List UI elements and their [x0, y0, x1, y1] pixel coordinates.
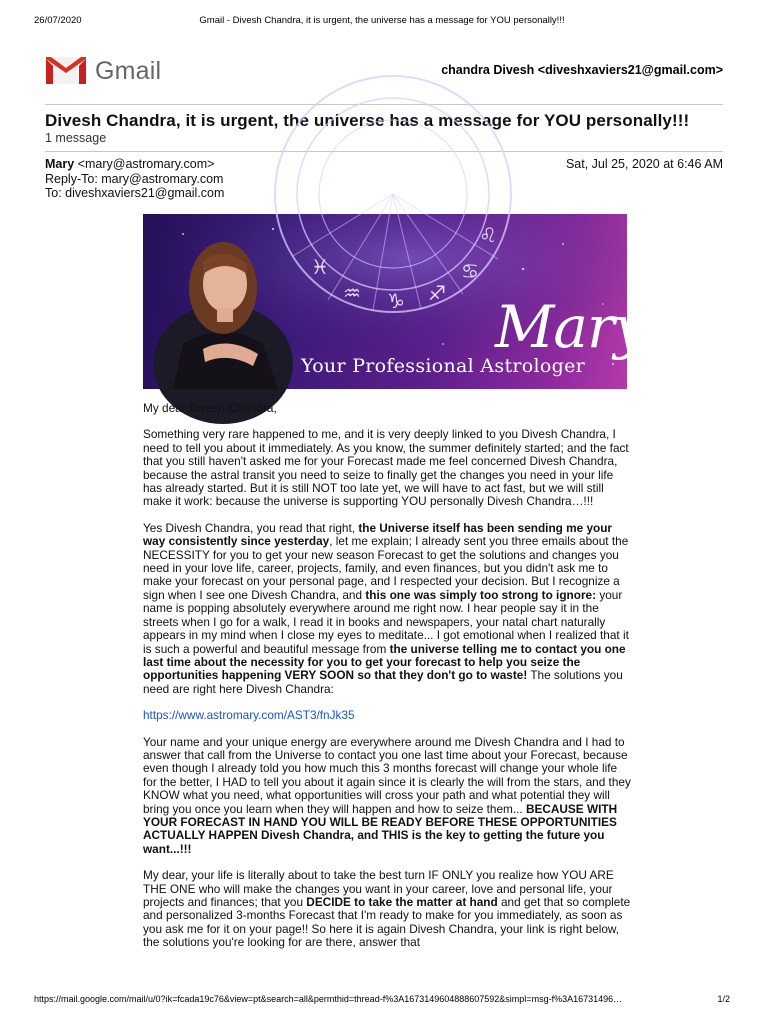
p4-bold: DECIDE to take the matter at hand [306, 895, 498, 909]
recipient: To: diveshxaviers21@gmail.com [45, 186, 225, 200]
reply-to: Reply-To: mary@astromary.com [45, 171, 224, 186]
p2-text-d: The solutions you need are right here Divesh Chandra: [143, 668, 623, 696]
account-label: chandra Divesh <diveshxaviers21@gmail.com> [441, 63, 723, 77]
page-number: 1/2 [717, 994, 730, 1004]
svg-text:♌: ♌ [479, 223, 497, 247]
print-date: 26/07/2020 [34, 15, 82, 26]
sender-email: <mary@astromary.com> [77, 157, 215, 171]
svg-text:♓: ♓ [311, 255, 329, 279]
svg-text:♋: ♋ [461, 259, 479, 283]
svg-text:♑: ♑ [387, 289, 405, 313]
banner-name: Mary [495, 293, 646, 361]
paragraph-4 [143, 869, 633, 949]
p4-text-b: and get that so complete and personalized 3-months Forecast that I'm ready to make for you immediately, as soon as you ask me for it on your page!! So here it is again Divesh Chandra, your link is right below, the solutions you're looking for are there, answer that [143, 895, 631, 950]
gmail-wordmark: Gmail [95, 57, 162, 85]
gmail-envelope-icon [45, 53, 87, 85]
gmail-logo[interactable] [45, 53, 175, 89]
forecast-link[interactable]: https://www.astromary.com/AST3/fnJk35 [143, 708, 355, 723]
sender-name: Mary [45, 157, 75, 171]
header-divider [45, 104, 723, 105]
print-title: Gmail - Divesh Chandra, it is urgent, the universe has a message for YOU personally!!! [199, 15, 565, 26]
svg-text:♒: ♒ [343, 281, 361, 305]
svg-text:♐: ♐ [428, 281, 446, 305]
greeting: My dear Divesh Chandra, [143, 401, 277, 415]
p2-bold-c: the universe telling me to contact you one last time about the necessity for you to get your forecast to help you seize the opportunities happening VERY SOON so that they don't go to waste! [143, 641, 626, 683]
banner-tagline: Your Professional Astrologer [301, 355, 586, 377]
message-date: Sat, Jul 25, 2020 at 6:46 AM [565, 157, 723, 171]
p2-text-b: , let me explain; I already sent you three emails about the NECESSITY for you to get your new season Forecast to get the solutions and changes you need in your love life, career, projects, family, and even finances, but you didn't ask me to make your forecast on your personal page, and I respected your decision. But I recognize a sign when I see one Divesh Chandra, and [143, 534, 629, 602]
message-meta [45, 157, 224, 201]
astrology-banner [143, 214, 646, 389]
paragraph-1: Something very rare happened to me, and it is very deeply linked to you Divesh Chandra, I need to tell you about it immediately. As you know, the summer definitely started; and the fact that you still haven't asked me for your Forecast made me feel concerned Divesh Chandra, because the astral transit you need to seize to finally get the changes you need in your life has already started. But it is still NOT too late yet, we will have to act fast, but we will still make it work: because the universe is supporting YOU personally Divesh Chandra…!!! [143, 427, 629, 509]
p2-text-a: Yes Divesh Chandra, you read that right, [143, 520, 359, 535]
message-body [143, 402, 633, 963]
p3-text: Your name and your unique energy are everywhere around me Divesh Chandra and I had to answer that call from the Universe to contact you one last time about your Forecast, because even though I already told you how much this 3 months forecast will change your whole life for the better, I HAD to tell you about it again since it is clearly the will from the stars, and they KNOW what you need, what opportunities will cross your path and what potential they will bring you once you learn when they will happen and how to seize them... [143, 734, 631, 816]
paragraph-2 [143, 522, 633, 696]
p4-text-a: My dear, your life is literally about to take the best turn IF ONLY you realize how YOU ARE THE ONE who will make the changes you want in your career, love and personal life, your projects and finances; that you [143, 868, 614, 909]
paragraph-3 [143, 736, 633, 857]
p2-text-c: your name is popping absolutely everywhere around me right now. I hear people say it in the streets when I go for a walk, I read it in books and newspapers, your natal chart naturally appears in my mind when I close my eyes to meditate... I got emotional when I realized that it is such a powerful and beautiful message from [143, 587, 629, 656]
p2-bold-b: this one was simply too strong to ignore: [365, 587, 597, 602]
footer-url: https://mail.google.com/mail/u/0?ik=fcada19c76&view=pt&search=all&permthid=thread-f%3A1673149604888607592&simpl=msg-f%3A16731496… [34, 994, 623, 1004]
p2-bold-a: the Universe itself has been sending me your way consistently since yesterday [143, 520, 613, 549]
subject-divider [45, 151, 723, 152]
print-header [34, 15, 730, 29]
message-count: 1 message [45, 131, 107, 145]
thread-subject: Divesh Chandra, it is urgent, the universe has a message for YOU personally!!! [45, 111, 690, 130]
p3-bold: BECAUSE WITH YOUR FORECAST IN HAND YOU WILL BE READY BEFORE THESE OPPORTUNITIES ACTUALLY HAPPEN Divesh Chandra, and THIS is the key to getting the future you want...!!! [143, 801, 618, 856]
